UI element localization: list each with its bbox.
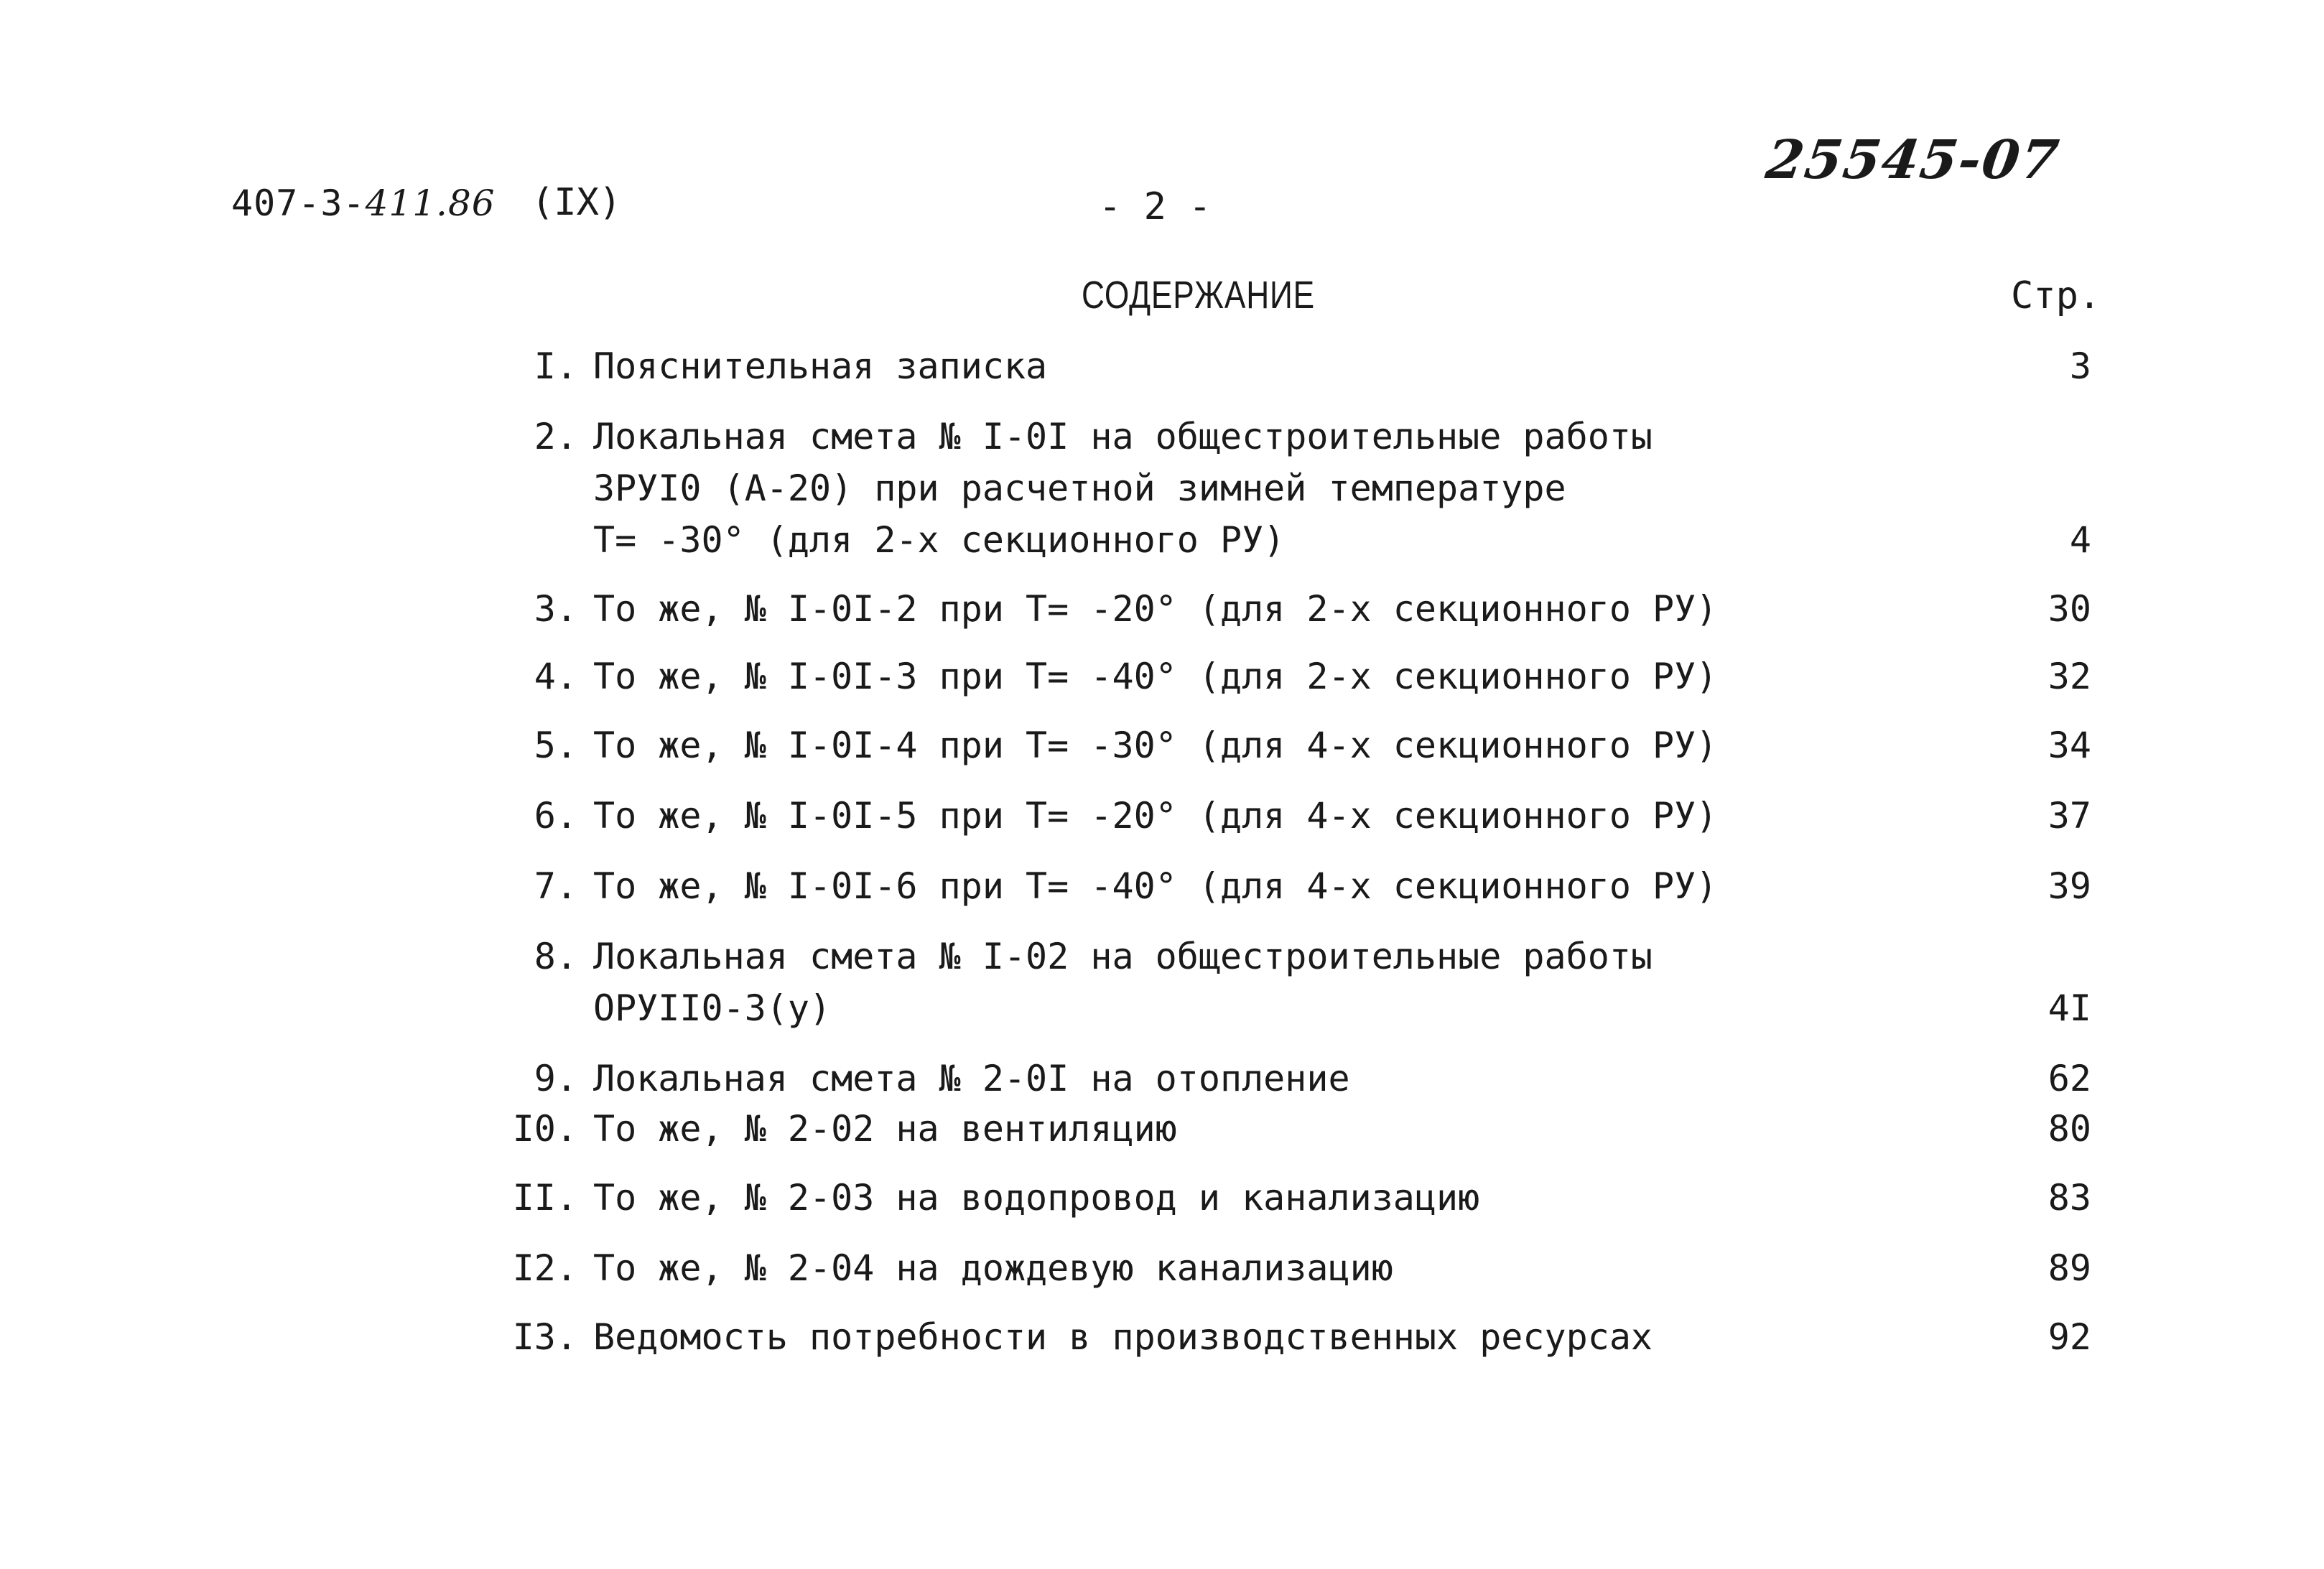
toc-entry-page: 83 xyxy=(2048,1177,2091,1219)
toc-entry-number: 6. xyxy=(534,795,577,837)
toc-entry-page: 4 xyxy=(2069,519,2091,561)
toc-entry-page: 89 xyxy=(2048,1247,2091,1289)
toc-entry-number: I0. xyxy=(512,1108,577,1150)
toc-entry-text: То же, № I-0I-6 при Т= -40° (для 4-х секционного РУ) xyxy=(593,865,1718,907)
toc-entry-text: То же, № 2-02 на вентиляцию xyxy=(593,1108,1177,1150)
toc-entry-page: 3 xyxy=(2069,345,2091,387)
toc-entry-number: 8. xyxy=(534,936,577,977)
toc-title: СОДЕРЖАНИЕ xyxy=(1082,274,1316,317)
toc-entry-number: 7. xyxy=(534,865,577,907)
toc-entry-text: Ведомость потребности в производственных ресурсах xyxy=(593,1316,1653,1358)
toc-entry-page: 39 xyxy=(2048,865,2091,907)
toc-entry-text: Локальная смета № 2-0I на отопление xyxy=(593,1058,1350,1099)
toc-entry-page: 30 xyxy=(2048,588,2091,630)
document-code xyxy=(231,182,496,224)
toc-entry-text: То же, № I-0I-2 при Т= -20° (для 2-х секционного РУ) xyxy=(593,588,1718,630)
toc-entry-text: То же, № 2-04 на дождевую канализацию xyxy=(593,1247,1393,1289)
toc-entry-text: То же, № 2-03 на водопровод и канализацию xyxy=(593,1177,1480,1219)
toc-entry-page: 92 xyxy=(2048,1316,2091,1358)
page-column-header: Стр. xyxy=(2011,274,2101,317)
toc-entry-number: I2. xyxy=(512,1247,577,1289)
document-code-typed: 407-3- xyxy=(231,182,366,224)
document-code-handwritten: 411.86 xyxy=(365,182,496,224)
toc-entry-number: 5. xyxy=(534,725,577,766)
toc-entry-text: То же, № I-0I-3 при Т= -40° (для 2-х секционного РУ) xyxy=(593,656,1718,697)
toc-entry-text: Локальная смета № I-02 на общестроительные работы ОРУII0-3(у) xyxy=(593,936,1653,1029)
toc-entry-text: То же, № I-0I-5 при Т= -20° (для 4-х секционного РУ) xyxy=(593,795,1718,837)
toc-entry-number: II. xyxy=(512,1177,577,1219)
toc-entry-page: 80 xyxy=(2048,1108,2091,1150)
toc-entry-text: То же, № I-0I-4 при Т= -30° (для 4-х секционного РУ) xyxy=(593,725,1718,766)
toc-entry-page: 62 xyxy=(2048,1058,2091,1099)
toc-entry-page: 32 xyxy=(2048,656,2091,697)
toc-entry-page: 34 xyxy=(2048,725,2091,766)
toc-entry-number: 2. xyxy=(534,416,577,457)
archive-number-handwritten: 25545-07 xyxy=(1762,129,2064,191)
toc-entry-number: I3. xyxy=(512,1316,577,1358)
toc-entry-number: 4. xyxy=(534,656,577,697)
toc-entry-number: 3. xyxy=(534,588,577,630)
document-part: (IX) xyxy=(531,181,622,224)
toc-entry-text: Пояснительная записка xyxy=(593,345,1048,387)
toc-entry-number: 9. xyxy=(534,1058,577,1099)
toc-entry-number: I. xyxy=(534,345,577,387)
toc-entry-page: 37 xyxy=(2048,795,2091,837)
toc-entry-text: Локальная смета № I-0I на общестроительные работы ЗРУI0 (А-20) при расчетной зимней температуре Т= -30° (для 2-х секционного РУ) xyxy=(593,416,1653,561)
page-number: - 2 - xyxy=(1099,185,1212,228)
toc-entry-page: 4I xyxy=(2048,987,2091,1029)
